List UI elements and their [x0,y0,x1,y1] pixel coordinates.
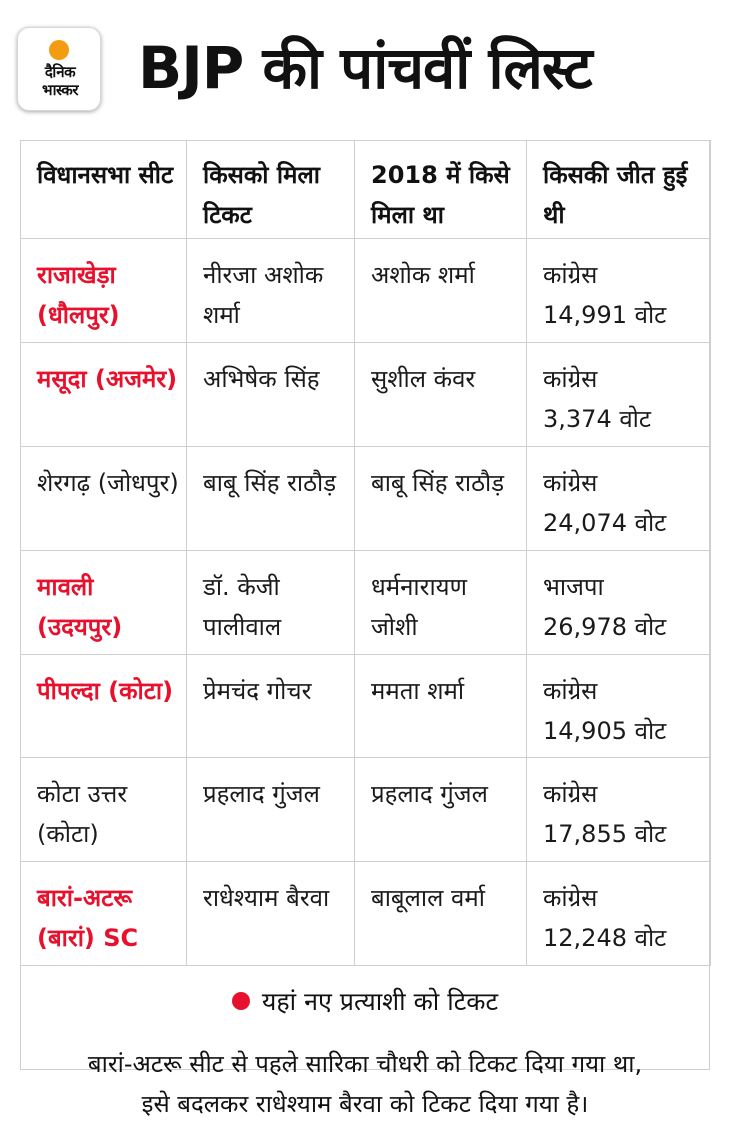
winner-cell [527,758,711,862]
winner-margin: 24,074 वोट [543,508,667,537]
winner-cell [527,239,711,343]
candidate-cell: प्रेमचंद गोचर [187,654,355,758]
candidate-cell: प्रहलाद गुंजल [187,758,355,862]
ticket-2018-cell: प्रहलाद गुंजल [355,758,527,862]
table-row [21,862,711,966]
ticket-2018-cell: धर्मनारायण जोशी [355,550,527,654]
logo-text-line1: दैनिक [44,63,76,81]
candidate-table [20,140,711,966]
candidate-cell: राधेश्याम बैरवा [187,862,355,966]
winner-party: कांग्रेस [543,780,598,809]
header-seat: विधानसभा सीट [21,141,187,239]
seat-cell: राजाखेड़ा (धौलपुर) [21,239,187,343]
seat-cell: बारां-अटरू (बारां) SC [21,862,187,966]
header-candidate: किसको मिला टिकट [187,141,355,239]
table-row [21,654,711,758]
table-row [21,758,711,862]
ticket-2018-cell: ममता शर्मा [355,654,527,758]
candidate-cell: अभिषेक सिंह [187,342,355,446]
seat-cell: मसूदा (अजमेर) [21,342,187,446]
sun-icon [49,40,69,60]
winner-party: भाजपा [543,572,604,601]
legend-label: यहां नए प्रत्याशी को टिकट [261,987,499,1016]
winner-margin: 26,978 वोट [543,612,667,641]
seat-cell: पीपल्दा (कोटा) [21,654,187,758]
ticket-2018-cell: बाबूलाल वर्मा [355,862,527,966]
ticket-2018-cell: सुशील कंवर [355,342,527,446]
table-row [21,446,711,550]
table-row [21,239,711,343]
header-ticket-2018: 2018 में किसे मिला था [355,141,527,239]
header-winner: किसकी जीत हुई थी [527,141,711,239]
seat-cell: कोटा उत्तर (कोटा) [21,758,187,862]
page-title: BJP की पांचवीं लिस्ट [138,34,592,102]
winner-party: कांग्रेस [543,468,598,497]
winner-cell [527,654,711,758]
note-line-2: इसे बदलकर राधेश्याम बैरवा को टिकट दिया गया है। [141,1090,589,1118]
winner-margin: 17,855 वोट [543,820,667,849]
table-row [21,550,711,654]
dainik-bhaskar-logo [17,27,101,111]
legend [20,982,710,1022]
winner-cell [527,446,711,550]
seat-cell: शेरगढ़ (जोधपुर) [21,446,187,550]
red-dot-icon [232,992,250,1010]
table-row [21,342,711,446]
winner-margin: 14,991 वोट [543,301,667,329]
seat-cell: मावली (उदयपुर) [21,550,187,654]
winner-party: कांग्रेस [543,261,598,289]
table-header-row [21,141,711,239]
winner-party: कांग्रेस [543,676,598,705]
candidate-cell: नीरजा अशोक शर्मा [187,239,355,343]
winner-cell [527,862,711,966]
ticket-2018-cell: बाबू सिंह राठौड़ [355,446,527,550]
ticket-2018-cell: अशोक शर्मा [355,239,527,343]
winner-party: कांग्रेस [543,884,598,913]
candidate-cell: बाबू सिंह राठौड़ [187,446,355,550]
winner-cell [527,342,711,446]
note-line-1: बारां-अटरू सीट से पहले सारिका चौधरी को टिकट दिया गया था, [87,1050,643,1078]
winner-margin: 3,374 वोट [543,404,651,433]
logo-text-line2: भास्कर [42,81,78,99]
winner-cell [527,550,711,654]
winner-margin: 14,905 वोट [543,716,667,745]
winner-margin: 12,248 वोट [543,924,667,953]
header [0,0,730,135]
candidate-cell: डॉ. केजी पालीवाल [187,550,355,654]
winner-party: कांग्रेस [543,364,598,393]
